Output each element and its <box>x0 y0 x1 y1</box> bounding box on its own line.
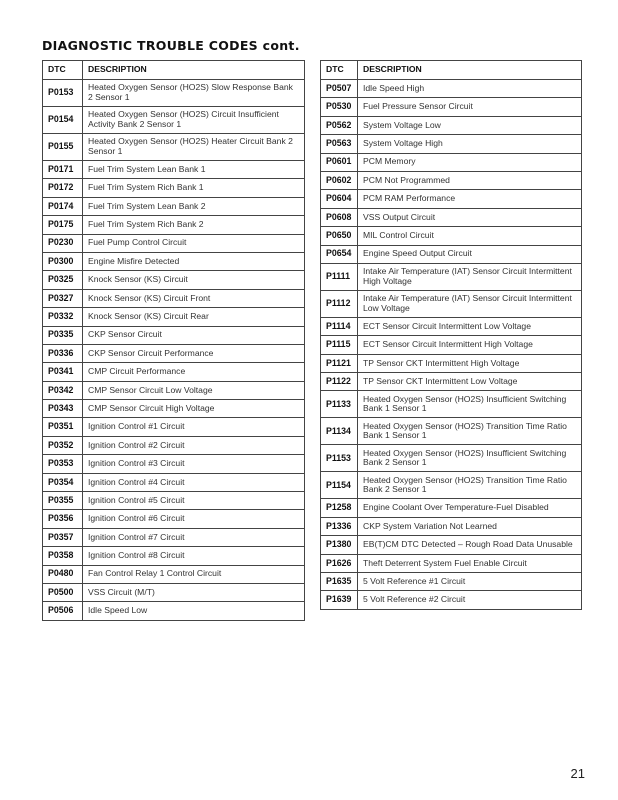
dtc-description: Heated Oxygen Sensor (HO2S) Insufficient Switching Bank 1 Sensor 1 <box>358 391 582 418</box>
dtc-description: Heated Oxygen Sensor (HO2S) Heater Circuit Bank 2 Sensor 1 <box>83 134 305 161</box>
dtc-code: P0355 <box>43 492 83 510</box>
table-header-row <box>43 61 305 80</box>
dtc-description: 5 Volt Reference #2 Circuit <box>358 591 582 609</box>
dtc-description: Engine Coolant Over Temperature-Fuel Disabled <box>358 499 582 517</box>
table-row <box>43 107 305 134</box>
dtc-code: P0174 <box>43 197 83 215</box>
dtc-description: Heated Oxygen Sensor (HO2S) Circuit Insufficient Activity Bank 2 Sensor 1 <box>83 107 305 134</box>
table-row <box>43 547 305 565</box>
table-row <box>321 336 582 354</box>
table-row <box>321 554 582 572</box>
dtc-code: P0175 <box>43 216 83 234</box>
dtc-code: P0562 <box>321 116 358 134</box>
dtc-code: P0353 <box>43 455 83 473</box>
dtc-description: PCM Memory <box>358 153 582 171</box>
dtc-description: TP Sensor CKT Intermittent Low Voltage <box>358 373 582 391</box>
table-row <box>321 591 582 609</box>
dtc-description: ECT Sensor Circuit Intermittent High Voltage <box>358 336 582 354</box>
dtc-code: P1133 <box>321 391 358 418</box>
dtc-description: Ignition Control #3 Circuit <box>83 455 305 473</box>
dtc-description: Fuel Trim System Lean Bank 1 <box>83 161 305 179</box>
table-header-row <box>321 61 582 80</box>
dtc-description: Intake Air Temperature (IAT) Sensor Circuit Intermittent High Voltage <box>358 263 582 290</box>
table-row <box>321 517 582 535</box>
dtc-description: Knock Sensor (KS) Circuit Front <box>83 289 305 307</box>
dtc-code: P1336 <box>321 517 358 535</box>
dtc-table-left <box>42 60 305 621</box>
table-row <box>43 134 305 161</box>
table-row <box>43 565 305 583</box>
dtc-code: P0480 <box>43 565 83 583</box>
table-row <box>321 171 582 189</box>
table-row <box>43 271 305 289</box>
dtc-code: P0155 <box>43 134 83 161</box>
dtc-code: P0604 <box>321 190 358 208</box>
dtc-code: P1639 <box>321 591 358 609</box>
dtc-code: P1153 <box>321 445 358 472</box>
dtc-description: Ignition Control #2 Circuit <box>83 436 305 454</box>
table-row <box>43 197 305 215</box>
table-row <box>43 602 305 620</box>
table-row <box>321 418 582 445</box>
table-row <box>43 510 305 528</box>
table-row <box>321 354 582 372</box>
dtc-code: P0335 <box>43 326 83 344</box>
table-row <box>43 436 305 454</box>
dtc-code: P0650 <box>321 227 358 245</box>
dtc-code: P0506 <box>43 602 83 620</box>
dtc-description: Fuel Trim System Rich Bank 2 <box>83 216 305 234</box>
dtc-description: Ignition Control #4 Circuit <box>83 473 305 491</box>
dtc-code: P1154 <box>321 472 358 499</box>
dtc-description: Heated Oxygen Sensor (HO2S) Transition Time Ratio Bank 2 Sensor 1 <box>358 472 582 499</box>
dtc-code: P0230 <box>43 234 83 252</box>
dtc-code: P0327 <box>43 289 83 307</box>
column-header-description: DESCRIPTION <box>83 61 305 80</box>
dtc-code: P0507 <box>321 80 358 98</box>
dtc-code: P0343 <box>43 400 83 418</box>
table-row <box>43 289 305 307</box>
dtc-code: P1122 <box>321 373 358 391</box>
table-row <box>321 245 582 263</box>
dtc-code: P1112 <box>321 290 358 317</box>
column-header-dtc: DTC <box>321 61 358 80</box>
dtc-code: P1626 <box>321 554 358 572</box>
dtc-code: P0357 <box>43 528 83 546</box>
table-row <box>43 308 305 326</box>
table-row <box>321 227 582 245</box>
table-row <box>43 418 305 436</box>
table-row <box>43 252 305 270</box>
dtc-description: Ignition Control #5 Circuit <box>83 492 305 510</box>
dtc-code: P0602 <box>321 171 358 189</box>
dtc-description: CKP Sensor Circuit Performance <box>83 344 305 362</box>
table-row <box>321 472 582 499</box>
dtc-description: Heated Oxygen Sensor (HO2S) Transition Time Ratio Bank 1 Sensor 1 <box>358 418 582 445</box>
dtc-code: P1115 <box>321 336 358 354</box>
dtc-code: P1134 <box>321 418 358 445</box>
table-row <box>321 190 582 208</box>
dtc-description: VSS Circuit (M/T) <box>83 583 305 601</box>
dtc-description: System Voltage Low <box>358 116 582 134</box>
dtc-description: System Voltage High <box>358 135 582 153</box>
table-row <box>321 499 582 517</box>
dtc-code: P1635 <box>321 573 358 591</box>
dtc-description: Ignition Control #7 Circuit <box>83 528 305 546</box>
column-header-dtc: DTC <box>43 61 83 80</box>
dtc-description: CKP Sensor Circuit <box>83 326 305 344</box>
dtc-code: P0654 <box>321 245 358 263</box>
table-row <box>321 263 582 290</box>
table-row <box>43 234 305 252</box>
table-row <box>43 161 305 179</box>
dtc-code: P0336 <box>43 344 83 362</box>
dtc-code: P1121 <box>321 354 358 372</box>
dtc-description: VSS Output Circuit <box>358 208 582 226</box>
table-row <box>43 326 305 344</box>
dtc-code: P0601 <box>321 153 358 171</box>
table-row <box>321 208 582 226</box>
dtc-table-right <box>320 60 582 610</box>
dtc-description: Intake Air Temperature (IAT) Sensor Circuit Intermittent Low Voltage <box>358 290 582 317</box>
dtc-description: Heated Oxygen Sensor (HO2S) Insufficient Switching Bank 2 Sensor 1 <box>358 445 582 472</box>
dtc-code: P0608 <box>321 208 358 226</box>
table-row <box>43 381 305 399</box>
page-title: DIAGNOSTIC TROUBLE CODES cont. <box>42 38 300 53</box>
dtc-code: P0563 <box>321 135 358 153</box>
dtc-code: P0153 <box>43 80 83 107</box>
dtc-description: Fuel Pump Control Circuit <box>83 234 305 252</box>
table-row <box>321 573 582 591</box>
dtc-description: CMP Sensor Circuit Low Voltage <box>83 381 305 399</box>
dtc-description: CMP Circuit Performance <box>83 363 305 381</box>
dtc-description: CMP Sensor Circuit High Voltage <box>83 400 305 418</box>
dtc-description: MIL Control Circuit <box>358 227 582 245</box>
dtc-code: P0352 <box>43 436 83 454</box>
dtc-description: PCM Not Programmed <box>358 171 582 189</box>
dtc-code: P0172 <box>43 179 83 197</box>
table-row <box>321 290 582 317</box>
dtc-description: Knock Sensor (KS) Circuit Rear <box>83 308 305 326</box>
table-row <box>43 492 305 510</box>
dtc-description: Idle Speed High <box>358 80 582 98</box>
table-row <box>43 80 305 107</box>
table-row <box>321 536 582 554</box>
table-row <box>43 473 305 491</box>
dtc-code: P0332 <box>43 308 83 326</box>
table-row <box>43 400 305 418</box>
table-row <box>321 391 582 418</box>
table-row <box>43 583 305 601</box>
table-row <box>321 135 582 153</box>
dtc-description: Fuel Trim System Lean Bank 2 <box>83 197 305 215</box>
dtc-code: P1114 <box>321 317 358 335</box>
dtc-code: P0530 <box>321 98 358 116</box>
dtc-description: EB(T)CM DTC Detected – Rough Road Data Unusable <box>358 536 582 554</box>
dtc-description: Knock Sensor (KS) Circuit <box>83 271 305 289</box>
dtc-code: P0500 <box>43 583 83 601</box>
dtc-code: P0342 <box>43 381 83 399</box>
dtc-code: P0356 <box>43 510 83 528</box>
dtc-code: P0341 <box>43 363 83 381</box>
table-row <box>43 455 305 473</box>
table-row <box>43 528 305 546</box>
dtc-code: P1258 <box>321 499 358 517</box>
table-row <box>43 344 305 362</box>
dtc-code: P0300 <box>43 252 83 270</box>
table-row <box>43 179 305 197</box>
dtc-description: Fan Control Relay 1 Control Circuit <box>83 565 305 583</box>
table-row <box>43 216 305 234</box>
dtc-code: P0358 <box>43 547 83 565</box>
dtc-code: P0351 <box>43 418 83 436</box>
dtc-code: P1380 <box>321 536 358 554</box>
dtc-description: CKP System Variation Not Learned <box>358 517 582 535</box>
dtc-code: P1111 <box>321 263 358 290</box>
dtc-code: P0325 <box>43 271 83 289</box>
column-header-description: DESCRIPTION <box>358 61 582 80</box>
dtc-description: Ignition Control #8 Circuit <box>83 547 305 565</box>
dtc-description: Heated Oxygen Sensor (HO2S) Slow Response Bank 2 Sensor 1 <box>83 80 305 107</box>
dtc-description: Engine Speed Output Circuit <box>358 245 582 263</box>
page-number: 21 <box>570 766 585 781</box>
dtc-description: TP Sensor CKT Intermittent High Voltage <box>358 354 582 372</box>
table-row <box>321 317 582 335</box>
dtc-description: Engine Misfire Detected <box>83 252 305 270</box>
table-row <box>321 98 582 116</box>
dtc-code: P0354 <box>43 473 83 491</box>
table-row <box>321 445 582 472</box>
table-row <box>321 153 582 171</box>
dtc-description: 5 Volt Reference #1 Circuit <box>358 573 582 591</box>
dtc-description: PCM RAM Performance <box>358 190 582 208</box>
dtc-description: Fuel Pressure Sensor Circuit <box>358 98 582 116</box>
dtc-code: P0154 <box>43 107 83 134</box>
table-row <box>321 373 582 391</box>
table-row <box>321 116 582 134</box>
dtc-description: ECT Sensor Circuit Intermittent Low Voltage <box>358 317 582 335</box>
table-row <box>43 363 305 381</box>
dtc-description: Ignition Control #6 Circuit <box>83 510 305 528</box>
dtc-description: Ignition Control #1 Circuit <box>83 418 305 436</box>
dtc-description: Idle Speed Low <box>83 602 305 620</box>
dtc-description: Theft Deterrent System Fuel Enable Circuit <box>358 554 582 572</box>
dtc-description: Fuel Trim System Rich Bank 1 <box>83 179 305 197</box>
dtc-code: P0171 <box>43 161 83 179</box>
table-row <box>321 80 582 98</box>
